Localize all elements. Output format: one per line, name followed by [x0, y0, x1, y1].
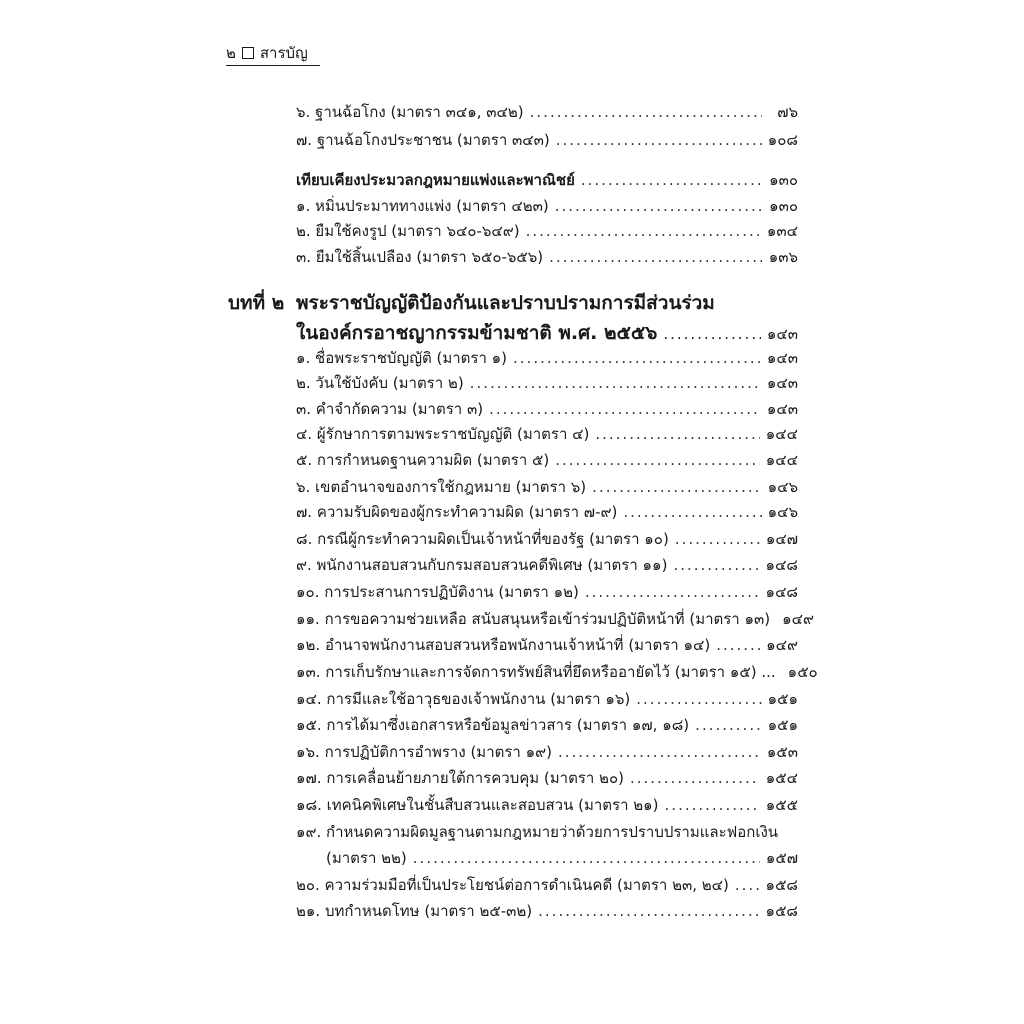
dot-leader: [556, 131, 762, 149]
dot-leader: [558, 743, 761, 761]
dot-leader: [538, 902, 759, 920]
toc-entry-page: ๑๓๖: [768, 248, 798, 266]
toc-entry-page: ๑๔๖: [767, 478, 798, 496]
toc-entry-page: ๑๔๗: [765, 530, 798, 548]
toc-entry: [296, 633, 798, 657]
toc-entry-label: ๒. ยืมใช้คงรูป (มาตรา ๖๔๐-๖๔๙): [296, 222, 520, 240]
toc-entry: [296, 219, 798, 243]
toc-entry-page: ๑๐๘: [767, 131, 798, 149]
dot-leader: [735, 876, 760, 894]
toc-entry-label: ๗. ความรับผิดของผู้กระทำความผิด (มาตรา ๗-๙): [296, 503, 618, 521]
dot-leader: [549, 248, 762, 266]
dot-leader: [623, 503, 761, 521]
toc-entry-page: ๑๕๑: [767, 690, 798, 708]
toc-entry: [296, 448, 798, 472]
toc-entry-label: ๑๑. การขอความช่วยเหลือ สนับสนุนหรือเข้าร่วมปฏิบัติหน้าที่ (มาตรา ๑๓): [296, 610, 771, 628]
toc-entry-page: ๑๕๘: [765, 876, 798, 894]
toc-entry-page: ๑๔๙: [766, 636, 798, 654]
toc-entry: [296, 820, 798, 844]
toc-entry-label: ๓. คำจำกัดความ (มาตรา ๓): [296, 400, 484, 418]
chapter-title-text: พระราชบัญญัติป้องกันและปราบปรามการมีส่วนร่วม: [296, 292, 715, 314]
dot-leader: [526, 222, 761, 240]
dot-leader: [716, 636, 760, 654]
toc-entry: [296, 660, 818, 684]
toc-entry-page: ๑๔๙: [782, 610, 814, 628]
toc-entry-label: ๗. ฐานฉ้อโกงประชาชน (มาตรา ๓๔๓): [296, 131, 550, 149]
toc-entry-label: ๑๘. เทคนิคพิเศษในชั้นสืบสวนและสอบสวน (มาตรา ๒๑): [296, 796, 659, 814]
toc-entry-label: ๕. การกำหนดฐานความผิด (มาตรา ๕): [296, 451, 550, 469]
toc-entry: [296, 687, 798, 711]
section-heading-page: ๑๓๐: [769, 171, 798, 189]
toc-entry-label: ๑๐. การประสานการปฏิบัติงาน (มาตรา ๑๒): [296, 583, 579, 601]
header-rule: [226, 65, 320, 66]
toc-entry: [296, 500, 798, 524]
header-title: สารบัญ: [259, 44, 308, 62]
toc-entry-page: ๑๔๔: [765, 425, 798, 443]
section-heading: [296, 168, 798, 192]
toc-entry-label: ๑๖. การปฏิบัติการอำพราง (มาตรา ๑๙): [296, 743, 552, 761]
dot-leader: [673, 556, 759, 574]
dot-leader: [513, 349, 761, 367]
toc-entry: [296, 194, 798, 218]
toc-entry: [296, 422, 798, 446]
toc-entry-page: ๑๔๘: [765, 556, 798, 574]
dot-leader: [630, 769, 760, 787]
toc-entry: [296, 740, 798, 764]
toc-entry: [296, 873, 798, 897]
toc-entry: [296, 553, 798, 577]
toc-entry: [296, 580, 798, 604]
toc-entry: [296, 713, 798, 737]
toc-entry-label: ๖. ฐานฉ้อโกง (มาตรา ๓๔๑, ๓๔๒): [296, 103, 524, 121]
toc-entry-label: ๒๐. ความร่วมมือที่เป็นประโยชน์ต่อการดำเนินคดี (มาตรา ๒๓, ๒๔): [296, 876, 729, 894]
toc-entry-page: ๑๔๓: [766, 400, 798, 418]
dot-leader: [695, 716, 761, 734]
toc-entry-label: ๑๒. อำนาจพนักงานสอบสวนหรือพนักงานเจ้าหน้าที่ (มาตรา ๑๔): [296, 636, 711, 654]
toc-entry-page: ๑๕๑: [767, 716, 798, 734]
dot-leader: [530, 103, 762, 121]
dot-leader: [555, 451, 760, 469]
toc-entry-page: ๑๔๘: [765, 583, 798, 601]
dot-leader: [413, 849, 760, 867]
toc-entry-label: ๙. พนักงานสอบสวนกับกรมสอบสวนคดีพิเศษ (มาตรา ๑๑): [296, 556, 668, 574]
toc-entry-page: ๑๓๐: [769, 197, 798, 215]
toc-entry-label: ๓. ยืมใช้สิ้นเปลือง (มาตรา ๖๕๐-๖๕๖): [296, 248, 544, 266]
toc-entry: [296, 899, 798, 923]
section-heading-label: เทียบเคียงประมวลกฎหมายแพ่งและพาณิชย์: [296, 171, 575, 189]
toc-entry: [296, 371, 798, 395]
chapter-title-line2: [296, 318, 798, 348]
chapter-title-line1: [296, 288, 798, 318]
toc-entry: [296, 245, 798, 269]
toc-entry: [296, 766, 798, 790]
toc-entry: [326, 846, 798, 870]
toc-entry-label: ๖. เขตอำนาจของการใช้กฎหมาย (มาตรา ๖): [296, 478, 587, 496]
toc-entry-page: ๑๕๐: [787, 663, 818, 681]
dot-leader: [470, 374, 761, 392]
toc-entry: [296, 346, 798, 370]
toc-entry-page: ๑๕๗: [765, 849, 798, 867]
chapter-label: บทที่ ๒: [228, 292, 285, 314]
dot-leader: [555, 197, 762, 215]
box-bullet-icon: [242, 47, 254, 59]
chapter-page: ๑๔๓: [766, 325, 798, 343]
toc-entry: [296, 475, 798, 499]
toc-entry-page: ๑๕๔: [765, 769, 798, 787]
toc-entry-label: ๑๙. กำหนดความผิดมูลฐานตามกฎหมายว่าด้วยการปราบปรามและฟอกเงิน: [296, 823, 779, 841]
toc-entry-label: ๘. กรณีผู้กระทำความผิดเป็นเจ้าหน้าที่ของรัฐ (มาตรา ๑๐): [296, 530, 669, 548]
toc-entry: [296, 793, 798, 817]
chapter-title-text: ในองค์กรอาชญากรรมข้ามชาติ พ.ศ. ๒๕๕๖: [296, 322, 658, 344]
toc-entry-page: ๑๓๔: [766, 222, 798, 240]
dot-leader: [595, 425, 759, 443]
dot-leader: [636, 690, 761, 708]
toc-entry-label: ๑. ชื่อพระราชบัญญัติ (มาตรา ๑): [296, 349, 508, 367]
toc-entry-label: ๒. วันใช้บังคับ (มาตรา ๒): [296, 374, 464, 392]
dot-leader: [592, 478, 761, 496]
toc-entry: [296, 100, 798, 124]
toc-entry-page: ๑๔๔: [765, 451, 798, 469]
toc-entry: [296, 527, 798, 551]
toc-entry-label: ๑๕. การได้มาซึ่งเอกสารหรือข้อมูลข่าวสาร (มาตรา ๑๗, ๑๘): [296, 716, 690, 734]
dot-leader: [581, 171, 762, 189]
toc-entry: [296, 128, 798, 152]
toc-entry-page: ๑๔๓: [766, 374, 798, 392]
toc-entry-page: ๑๕๕: [765, 796, 798, 814]
toc-entry: [296, 607, 814, 631]
toc-entry-page: ๑๕๘: [765, 902, 798, 920]
dot-leader: [675, 530, 760, 548]
toc-entry-label: ๒๑. บทกำหนดโทษ (มาตรา ๒๕-๓๒): [296, 902, 533, 920]
toc-entry-label: ๑๗. การเคลื่อนย้ายภายใต้การควบคุม (มาตรา ๒๐): [296, 769, 624, 787]
dot-leader: [665, 796, 760, 814]
toc-entry-page: ๗๖: [777, 103, 798, 121]
header-page-number: ๒: [226, 44, 236, 62]
toc-entry-page: ๑๕๓: [766, 743, 798, 761]
toc-entry-label: ๔. ผู้รักษาการตามพระราชบัญญัติ (มาตรา ๔): [296, 425, 590, 443]
running-header: [226, 44, 320, 66]
dot-leader: [585, 583, 760, 601]
toc-entry: [296, 397, 798, 421]
toc-entry-label: ๑. หมิ่นประมาททางแพ่ง (มาตรา ๔๒๓): [296, 197, 549, 215]
toc-entry-label: ๑๓. การเก็บรักษาและการจัดการทรัพย์สินที่ยึดหรืออายัดไว้ (มาตรา ๑๕) ...: [296, 663, 776, 681]
toc-entry-page: ๑๔๓: [766, 349, 798, 367]
dot-leader: [489, 400, 761, 418]
toc-entry-label: ๑๔. การมีและใช้อาวุธของเจ้าพนักงาน (มาตรา ๑๖): [296, 690, 631, 708]
toc-entry-label: (มาตรา ๒๒): [326, 849, 407, 867]
dot-leader: [663, 325, 761, 343]
toc-entry-page: ๑๔๖: [767, 503, 798, 521]
